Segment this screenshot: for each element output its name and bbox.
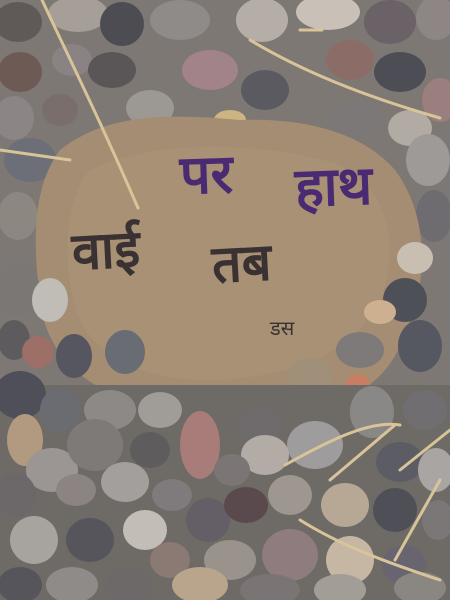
inscription-haath: हाथ: [293, 153, 374, 220]
inscription-para: पर: [178, 142, 234, 207]
inscription-das: डस: [270, 316, 295, 340]
inscription-vaai: वाई: [70, 219, 142, 283]
inscription-tab: तब: [210, 232, 273, 296]
